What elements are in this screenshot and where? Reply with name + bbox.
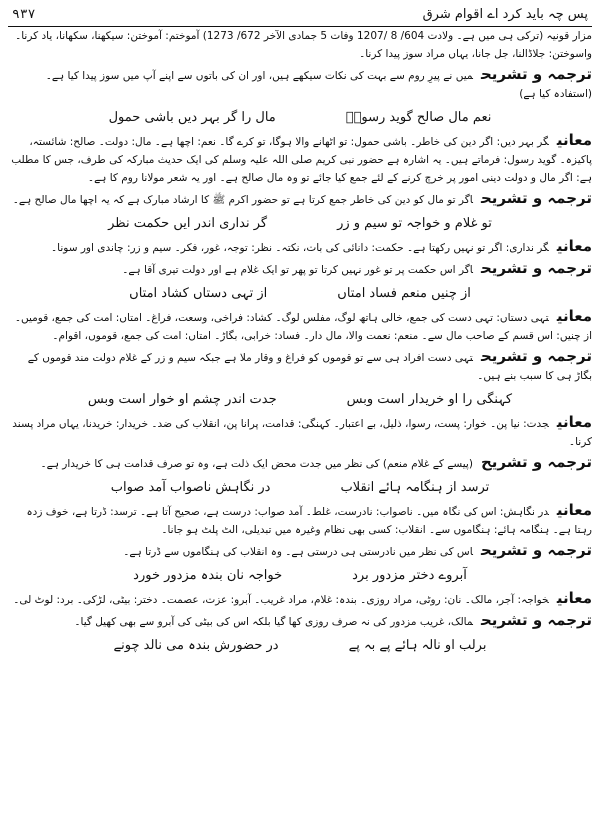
- paragraph-text: تہی دستاں: تہی دست کی جمع، خالی ہاتھ لوگ، مفلس لوگ۔ کشاد: فراخی، وسعت، فراغ۔ امتاں: امت کی جمع، قومیں۔ از چنیں: اس قسم کے صاحب مال سے۔ منعم: نعمت والا، مال دار۔ فساد: خرابی، بگاڑ۔ امتاں: امت کی جمع، قوموں، اقوام۔: [14, 312, 592, 342]
- paragraph-text: اگر اس حکمت پر تو غور نہیں کرتا تو پھر تو ایک غلام ہے اور دولت تیری آقا ہے۔: [122, 264, 473, 276]
- verse-second-hemistich: تو غلام و خواجہ تو سیم و زر: [337, 216, 492, 231]
- verse-couplet: [8, 389, 592, 411]
- meanings-heading: معانی: [556, 307, 592, 325]
- meanings-paragraph: [8, 589, 592, 609]
- translation-paragraph: [8, 541, 592, 561]
- running-title: پس چہ باید کرد اے اقوام شرق: [422, 7, 588, 22]
- page-number: ۹۳۷: [12, 7, 36, 22]
- translation-heading: ترجمہ و تشریح: [480, 259, 592, 277]
- verse-couplet: [8, 213, 592, 235]
- paragraph-text: جدت: نیا پن۔ خوار: پست، رسوا، ذلیل، بے اعتبار۔ کہنگی: قدامت، پرانا پن، انقلاب کی ضد۔ خریدار: خریدنا، یہاں مراد پسند کرنا۔: [12, 418, 592, 448]
- meanings-paragraph: [8, 131, 592, 187]
- verse-couplet: [8, 107, 592, 129]
- paragraph-text: اگر تو مال کو دین کی خاطر جمع کرتا ہے تو حضور اکرم ﷺ کا ارشاد مبارک ہے کہ یہ اچھا مال صالح ہے۔: [12, 194, 473, 206]
- meanings-paragraph: [8, 413, 592, 451]
- meanings-paragraph: [8, 501, 592, 539]
- paragraph-text: گر نداری: اگر تو نہیں رکھتا ہے۔ حکمت: دانائی کی بات، نکتہ۔ نظر: توجہ، غور، فکر۔ سیم و زر: چاندی اور سونا۔: [51, 242, 549, 254]
- translation-heading: ترجمہ و تشریح: [480, 189, 592, 207]
- translation-heading: ترجمہ و تشریح: [480, 453, 592, 471]
- paragraph-text: خواجہ: آجر، مالک۔ نان: روٹی، مراد روزی۔ بندہ: غلام، مراد غریب۔ آبرو: عزت، عصمت۔ دختر: بیٹی، لڑکی۔ برد: لوٹ لی۔: [13, 594, 549, 606]
- translation-paragraph: [8, 347, 592, 385]
- translation-heading: ترجمہ و تشریح: [480, 347, 592, 365]
- paragraph-text: مزار قونیہ (ترکی ہی میں ہے۔ ولادت 604/ 8 /1207 وفات 5 جمادی الآخر 672/ 1273) آموختم: آموختن: سیکھنا، سکھانا، یاد کرنا۔ واسوختن: جلاڈالنا، جل جانا، یہاں مراد سوز پیدا کرنا۔: [15, 30, 592, 60]
- meanings-heading: معانی: [556, 501, 592, 519]
- paragraph-text: (پیسے کے غلام منعم) کی نظر میں جدت محض ایک ذلت ہے، وہ تو صرف قدامت ہی کا خریدار ہے۔: [40, 458, 473, 470]
- translation-paragraph: [8, 453, 592, 473]
- verse-second-hemistich: از چنیں منعم فساد امتاں: [337, 286, 471, 301]
- meanings-paragraph: [8, 307, 592, 345]
- page-header: [8, 6, 592, 27]
- meanings-paragraph: [8, 237, 592, 257]
- translation-heading: ترجمہ و تشریح: [480, 611, 592, 629]
- verse-couplet: [8, 635, 592, 657]
- intro-paragraph: [8, 27, 592, 63]
- verse-first-hemistich: مال را گر بہر دیں باشی حمول: [108, 110, 276, 125]
- translation-heading: ترجمہ و تشریح: [480, 541, 592, 559]
- verse-couplet: [8, 283, 592, 305]
- verse-first-hemistich: در حضورش بندہ می نالد چونے: [113, 638, 279, 653]
- translation-paragraph: [8, 611, 592, 631]
- translation-paragraph: [8, 189, 592, 209]
- translation-paragraph: [8, 259, 592, 279]
- paragraph-text: گر بہر دیں: اگر دین کی خاطر۔ باشی حمول: تو اٹھانے والا ہوگا، تو کرے گا۔ نعم: اچھا ہے۔ مال: دولت۔ صالح: شائستہ، پاکیزہ۔ گوید رسول: فرماتے ہیں۔ یہ اشارہ ہے حضور نبی کریم صلی اللہ علیہ وسلم کی ایک حدیث مبارکہ کی طرف، جس کا مطلب ہے: اگر مال و دولت دینی امور پر خرچ کرنے کے لئے جمع کیا جائے تو وہ مال صالح ہے۔ اور یہ شعر مولانا روم کا ہے۔: [11, 136, 592, 184]
- paragraph-text: اس کی نظر میں نادرستی ہی درستی ہے۔ وہ انقلاب کی ہنگاموں سے ڈرتا ہے۔: [123, 546, 473, 558]
- verse-couplet: [8, 565, 592, 587]
- verse-first-hemistich: خواجہ نان بندہ مزدور خورد: [133, 568, 283, 583]
- paragraph-text: در نگاہش: اس کی نگاہ میں۔ ناصواب: نادرست، غلط۔ آمد صواب: درست ہے، صحیح آتا ہے۔ ترسد: ڈرتا ہے، خوف زدہ رہتا ہے۔ ہنگامہ ہائے: ہنگاموں سے۔ انقلاب: کسی بھی نظام وغیرہ میں تبدیلی، الٹ پلٹ ہو جانا۔: [26, 506, 592, 536]
- verse-first-hemistich: گر نداری اندر ایں حکمت نظر: [108, 216, 268, 231]
- verse-second-hemistich: برلب او نالہ ہائے پے بہ پے: [348, 638, 487, 653]
- translation-heading: ترجمہ و تشریح: [480, 65, 592, 83]
- meanings-heading: معانی: [556, 589, 592, 607]
- paragraph-text: تہی دست افراد ہی سے تو قوموں کو فراغ و وقار ملا ہے جبکہ سیم و زر کے غلام دولت مند قوموں کے بگاڑ ہی کا سبب بنے ہیں۔: [27, 352, 592, 382]
- meanings-heading: معانی: [556, 237, 592, 255]
- paragraph-text: مالک، غریب مزدور کی نہ صرف روزی کھا گیا بلکہ اس کی بیٹی کی آبرو سے بھی کھیل گیا۔: [74, 616, 473, 628]
- verse-second-hemistich: آبروے دختر مزدور برد: [352, 568, 467, 583]
- translation-paragraph: [8, 65, 592, 103]
- verse-first-hemistich: جدت اندر چشم او خوار است وبس: [87, 392, 277, 407]
- verse-second-hemistich: کہنگی را او خریدار است وبس: [346, 392, 513, 407]
- verse-couplet: [8, 477, 592, 499]
- meanings-heading: معانی: [556, 413, 592, 431]
- meanings-heading: معانی: [556, 131, 592, 149]
- verse-second-hemistich: نعم مال صالح گوید رسولؐ: [345, 110, 492, 125]
- book-content: [8, 27, 592, 657]
- verse-first-hemistich: در نگاہش ناصواب آمد صواب: [110, 480, 271, 495]
- verse-second-hemistich: ترسد از ہنگامہ ہائے انقلاب: [340, 480, 490, 495]
- verse-first-hemistich: از تہی دستاں کشاد امتاں: [129, 286, 268, 301]
- paragraph-text: میں نے پیرِ روم سے بہت کی نکات سیکھے ہیں، اور ان کی باتوں سے اپنے آپ میں سوز پیدا کیا ہے۔ (استفادہ کیا ہے): [45, 70, 592, 100]
